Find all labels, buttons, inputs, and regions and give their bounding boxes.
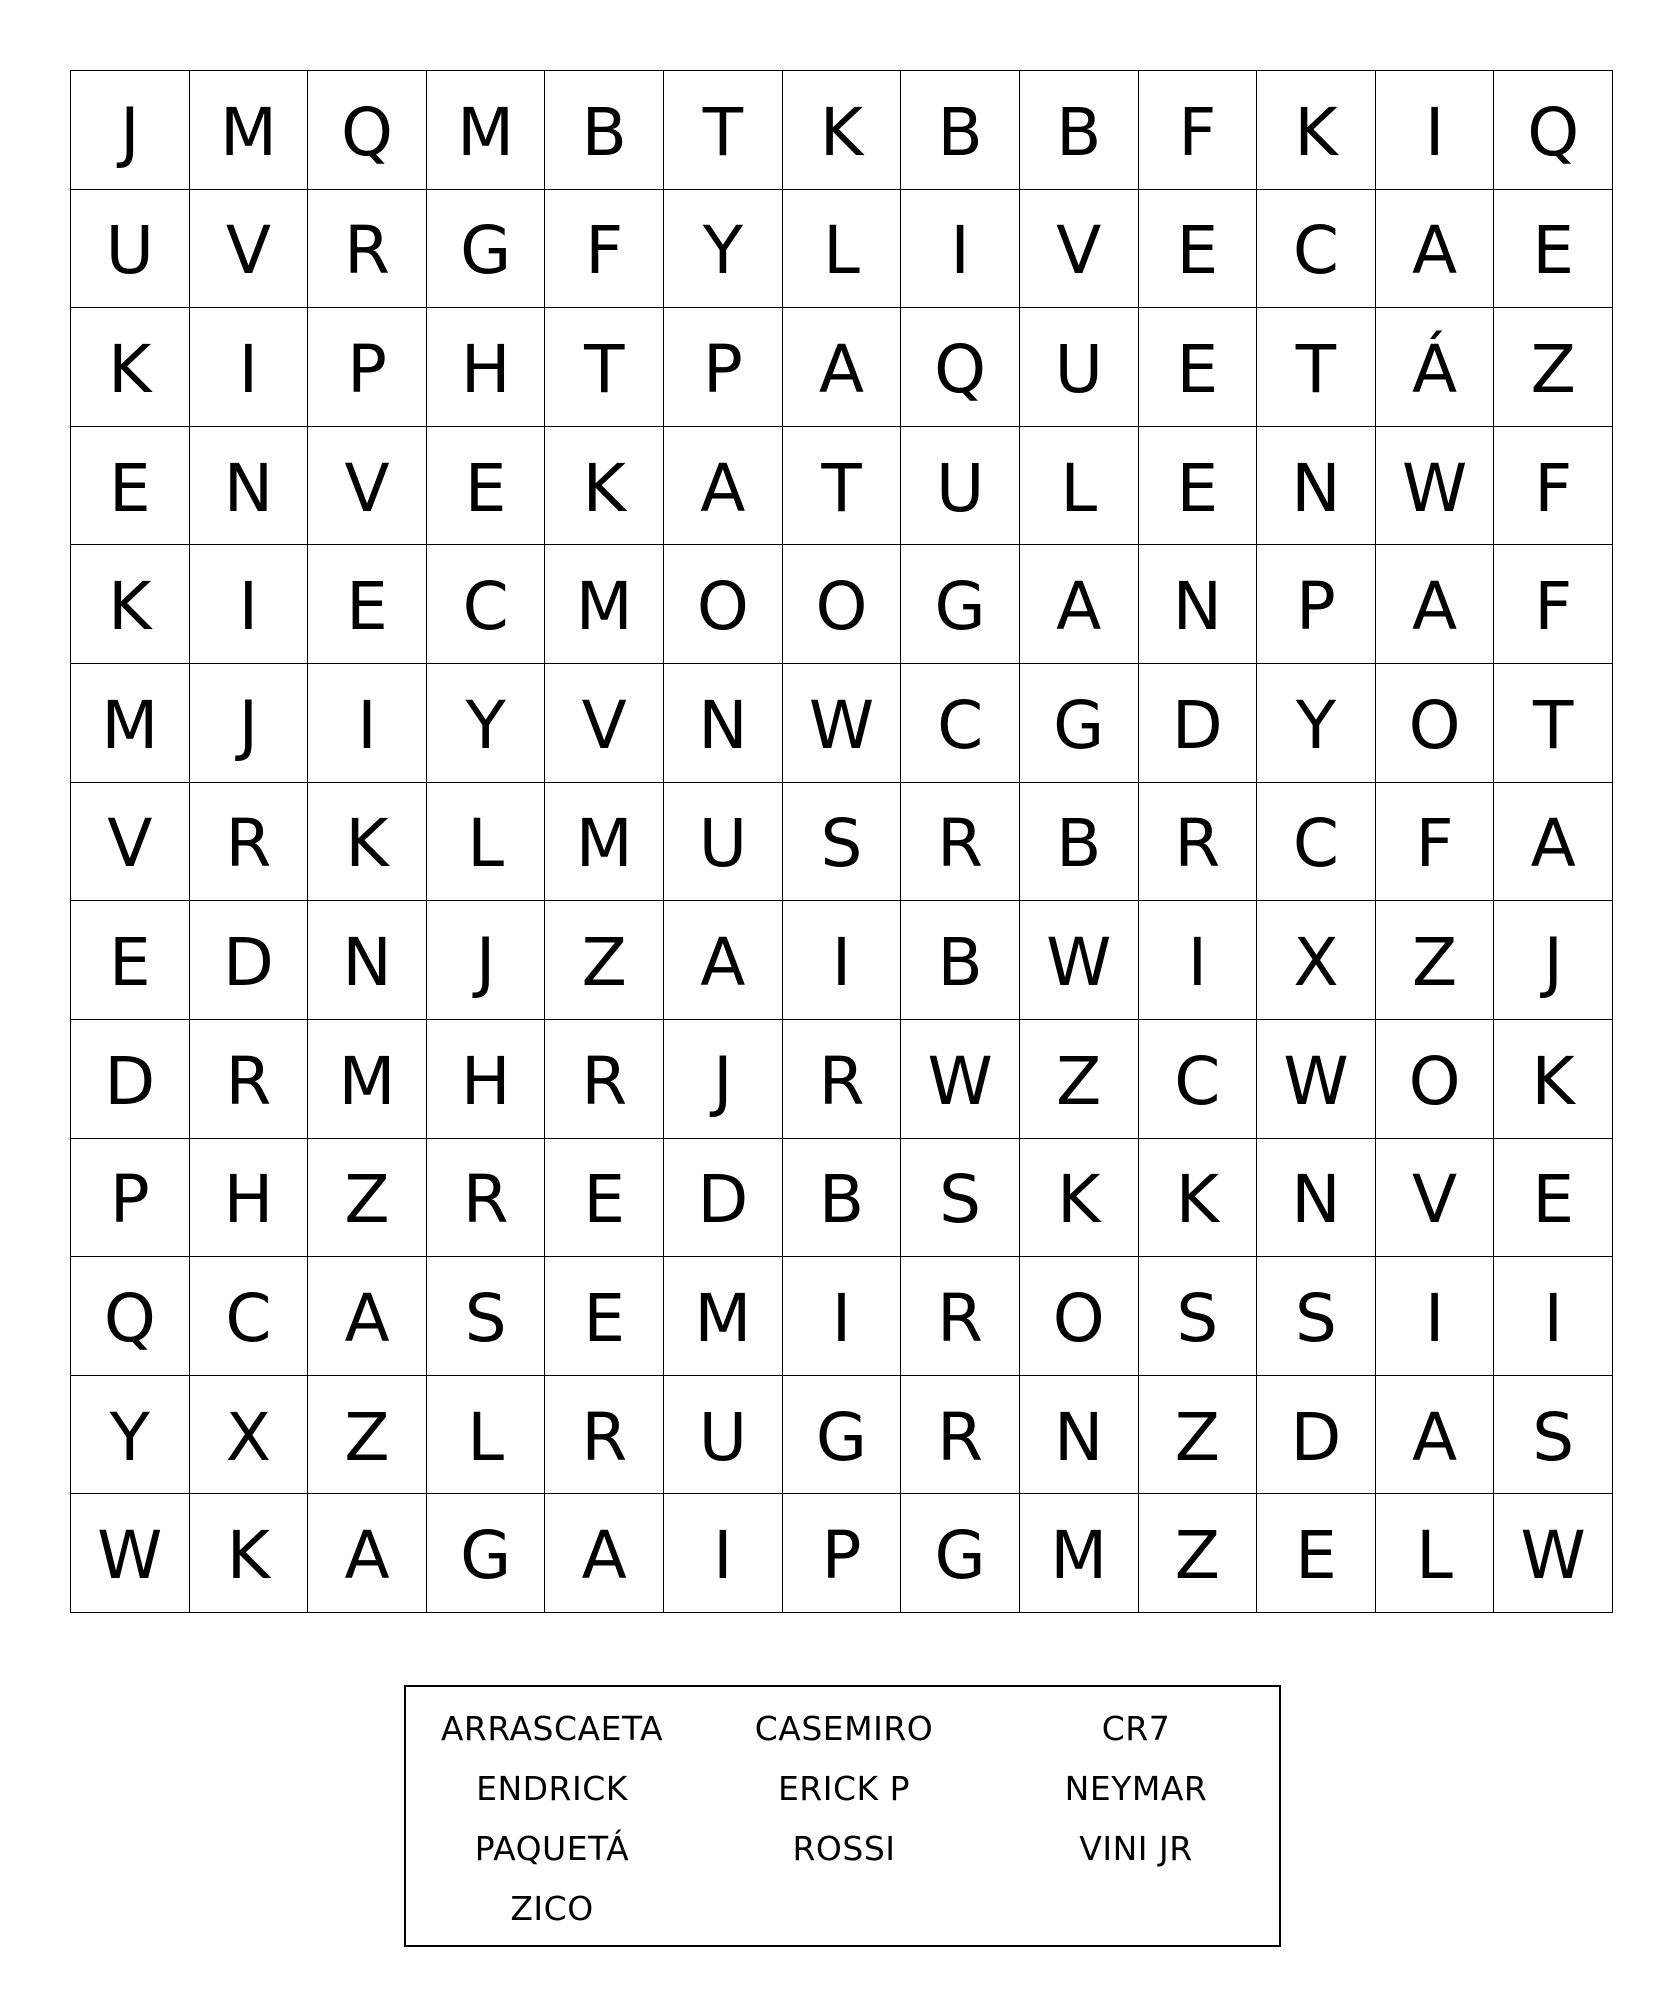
grid-cell: Z xyxy=(1376,901,1495,1020)
grid-cell: I xyxy=(1376,1257,1495,1376)
grid-cell: I xyxy=(1376,71,1495,190)
grid-cell: M xyxy=(1020,1494,1139,1613)
grid-cell: Q xyxy=(1494,71,1613,190)
grid-cell: G xyxy=(427,1494,546,1613)
grid-cell: G xyxy=(783,1376,902,1495)
grid-cell: A xyxy=(1376,1376,1495,1495)
grid-cell: R xyxy=(783,1020,902,1139)
grid-cell: E xyxy=(1139,308,1258,427)
grid-cell: E xyxy=(545,1139,664,1258)
grid-cell: G xyxy=(427,190,546,309)
grid-cell: D xyxy=(71,1020,190,1139)
grid-cell: M xyxy=(664,1257,783,1376)
grid-cell: Q xyxy=(901,308,1020,427)
grid-cell: W xyxy=(1257,1020,1376,1139)
grid-cell: B xyxy=(545,71,664,190)
grid-cell: S xyxy=(1494,1376,1613,1495)
grid-cell: E xyxy=(427,427,546,546)
grid-cell: S xyxy=(783,783,902,902)
grid-cell: P xyxy=(1257,545,1376,664)
grid-cell: Á xyxy=(1376,308,1495,427)
grid-cell: A xyxy=(664,901,783,1020)
grid-cell: H xyxy=(427,308,546,427)
grid-cell: I xyxy=(1494,1257,1613,1376)
grid-cell: U xyxy=(664,1376,783,1495)
grid-cell: J xyxy=(71,71,190,190)
grid-cell: I xyxy=(308,664,427,783)
grid-cell: K xyxy=(545,427,664,546)
grid-cell: B xyxy=(783,1139,902,1258)
grid-cell: V xyxy=(190,190,309,309)
grid-cell: A xyxy=(1376,190,1495,309)
grid-cell: Z xyxy=(545,901,664,1020)
grid-cell: I xyxy=(190,545,309,664)
grid-cell: K xyxy=(1257,71,1376,190)
grid-cell: M xyxy=(545,545,664,664)
grid-cell: I xyxy=(190,308,309,427)
grid-cell: D xyxy=(1257,1376,1376,1495)
grid-cell: E xyxy=(1139,427,1258,546)
word-list-item: VINI JR xyxy=(1079,1829,1193,1868)
grid-cell: P xyxy=(664,308,783,427)
grid-cell: U xyxy=(1020,308,1139,427)
grid-cell: Z xyxy=(1494,308,1613,427)
grid-cell: X xyxy=(1257,901,1376,1020)
word-list-item: CASEMIRO xyxy=(754,1709,934,1748)
word-list-item: ROSSI xyxy=(792,1829,896,1868)
grid-cell: Z xyxy=(1139,1494,1258,1613)
grid-cell: V xyxy=(71,783,190,902)
grid-cell: U xyxy=(71,190,190,309)
grid-cell: O xyxy=(783,545,902,664)
grid-cell: S xyxy=(1257,1257,1376,1376)
grid-cell: B xyxy=(901,901,1020,1020)
grid-cell: K xyxy=(71,308,190,427)
grid-cell: T xyxy=(1257,308,1376,427)
grid-cell: G xyxy=(1020,664,1139,783)
grid-cell: K xyxy=(1494,1020,1613,1139)
grid-cell: D xyxy=(190,901,309,1020)
grid-cell: Y xyxy=(664,190,783,309)
grid-cell: T xyxy=(783,427,902,546)
grid-cell: F xyxy=(545,190,664,309)
grid-cell: R xyxy=(190,783,309,902)
grid-cell: C xyxy=(427,545,546,664)
grid-cell: I xyxy=(783,901,902,1020)
grid-cell: A xyxy=(545,1494,664,1613)
grid-cell: L xyxy=(1020,427,1139,546)
grid-cell: W xyxy=(71,1494,190,1613)
grid-cell: K xyxy=(71,545,190,664)
grid-cell: A xyxy=(664,427,783,546)
grid-cell: R xyxy=(308,190,427,309)
grid-cell: M xyxy=(427,71,546,190)
grid-cell: T xyxy=(545,308,664,427)
grid-cell: Z xyxy=(308,1139,427,1258)
grid-cell: K xyxy=(1139,1139,1258,1258)
grid-cell: R xyxy=(1139,783,1258,902)
grid-cell: O xyxy=(664,545,783,664)
grid-cell: O xyxy=(1376,664,1495,783)
grid-cell: F xyxy=(1494,545,1613,664)
grid-cell: M xyxy=(190,71,309,190)
grid-cell: W xyxy=(1494,1494,1613,1613)
grid-cell: A xyxy=(1020,545,1139,664)
grid-cell: K xyxy=(308,783,427,902)
grid-cell: V xyxy=(308,427,427,546)
grid-cell: S xyxy=(901,1139,1020,1258)
grid-cell: Z xyxy=(308,1376,427,1495)
grid-cell: I xyxy=(783,1257,902,1376)
grid-cell: E xyxy=(308,545,427,664)
grid-cell: P xyxy=(783,1494,902,1613)
grid-cell: A xyxy=(308,1494,427,1613)
grid-cell: A xyxy=(308,1257,427,1376)
grid-cell: N xyxy=(1257,1139,1376,1258)
grid-cell: Z xyxy=(1139,1376,1258,1495)
grid-cell: O xyxy=(1020,1257,1139,1376)
grid-cell: E xyxy=(1139,190,1258,309)
grid-cell: O xyxy=(1376,1020,1495,1139)
grid-cell: C xyxy=(190,1257,309,1376)
grid-cell: K xyxy=(1020,1139,1139,1258)
letter-grid xyxy=(70,70,1613,1613)
grid-cell: I xyxy=(1139,901,1258,1020)
grid-cell: F xyxy=(1494,427,1613,546)
grid-cell: M xyxy=(71,664,190,783)
grid-cell: Y xyxy=(427,664,546,783)
grid-cell: R xyxy=(901,1257,1020,1376)
grid-cell: G xyxy=(901,1494,1020,1613)
grid-cell: Y xyxy=(1257,664,1376,783)
grid-cell: A xyxy=(783,308,902,427)
grid-cell: P xyxy=(308,308,427,427)
grid-cell: C xyxy=(1257,783,1376,902)
grid-cell: H xyxy=(427,1020,546,1139)
grid-cell: B xyxy=(901,71,1020,190)
grid-cell: P xyxy=(71,1139,190,1258)
grid-cell: B xyxy=(1020,783,1139,902)
grid-cell: L xyxy=(427,1376,546,1495)
word-list-item: CR7 xyxy=(1101,1709,1171,1748)
grid-cell: R xyxy=(901,783,1020,902)
grid-cell: K xyxy=(783,71,902,190)
grid-cell: U xyxy=(664,783,783,902)
grid-cell: J xyxy=(1494,901,1613,1020)
grid-cell: G xyxy=(901,545,1020,664)
grid-cell: A xyxy=(1376,545,1495,664)
grid-cell: J xyxy=(664,1020,783,1139)
grid-cell: M xyxy=(545,783,664,902)
grid-cell: X xyxy=(190,1376,309,1495)
grid-cell: E xyxy=(545,1257,664,1376)
grid-cell: R xyxy=(545,1376,664,1495)
grid-cell: L xyxy=(783,190,902,309)
word-list-item: ERICK P xyxy=(777,1769,911,1808)
grid-cell: Z xyxy=(1020,1020,1139,1139)
grid-cell: F xyxy=(1376,783,1495,902)
grid-cell: C xyxy=(1257,190,1376,309)
grid-cell: N xyxy=(190,427,309,546)
grid-cell: R xyxy=(901,1376,1020,1495)
grid-cell: J xyxy=(190,664,309,783)
grid-cell: W xyxy=(783,664,902,783)
grid-cell: F xyxy=(1139,71,1258,190)
grid-cell: V xyxy=(1020,190,1139,309)
grid-cell: W xyxy=(901,1020,1020,1139)
grid-cell: B xyxy=(1020,71,1139,190)
grid-cell: S xyxy=(427,1257,546,1376)
grid-cell: N xyxy=(1139,545,1258,664)
grid-cell: S xyxy=(1139,1257,1258,1376)
grid-cell: D xyxy=(1139,664,1258,783)
grid-cell: A xyxy=(1494,783,1613,902)
grid-cell: T xyxy=(664,71,783,190)
word-list-item: ENDRICK xyxy=(476,1769,628,1808)
word-list xyxy=(404,1685,1281,1947)
grid-cell: H xyxy=(190,1139,309,1258)
grid-cell: M xyxy=(308,1020,427,1139)
word-list-item: ARRASCAETA xyxy=(440,1709,664,1748)
grid-cell: V xyxy=(1376,1139,1495,1258)
word-list-item: NEYMAR xyxy=(1064,1769,1208,1808)
grid-cell: C xyxy=(901,664,1020,783)
grid-cell: N xyxy=(308,901,427,1020)
grid-cell: W xyxy=(1020,901,1139,1020)
grid-cell: Y xyxy=(71,1376,190,1495)
word-list-item: ZICO xyxy=(510,1889,594,1928)
grid-cell: I xyxy=(901,190,1020,309)
grid-cell: V xyxy=(545,664,664,783)
grid-cell: K xyxy=(190,1494,309,1613)
word-list-item: PAQUETÁ xyxy=(474,1829,630,1868)
grid-cell: E xyxy=(1494,1139,1613,1258)
grid-cell: L xyxy=(427,783,546,902)
grid-cell: L xyxy=(1376,1494,1495,1613)
grid-cell: E xyxy=(1257,1494,1376,1613)
grid-cell: Q xyxy=(71,1257,190,1376)
grid-cell: D xyxy=(664,1139,783,1258)
grid-cell: W xyxy=(1376,427,1495,546)
grid-cell: E xyxy=(1494,190,1613,309)
grid-cell: R xyxy=(545,1020,664,1139)
grid-cell: N xyxy=(664,664,783,783)
grid-cell: I xyxy=(664,1494,783,1613)
grid-cell: N xyxy=(1257,427,1376,546)
grid-cell: R xyxy=(427,1139,546,1258)
grid-cell: Q xyxy=(308,71,427,190)
grid-cell: R xyxy=(190,1020,309,1139)
grid-cell: C xyxy=(1139,1020,1258,1139)
grid-cell: N xyxy=(1020,1376,1139,1495)
grid-cell: E xyxy=(71,901,190,1020)
grid-cell: U xyxy=(901,427,1020,546)
grid-cell: E xyxy=(71,427,190,546)
grid-cell: T xyxy=(1494,664,1613,783)
grid-cell: J xyxy=(427,901,546,1020)
